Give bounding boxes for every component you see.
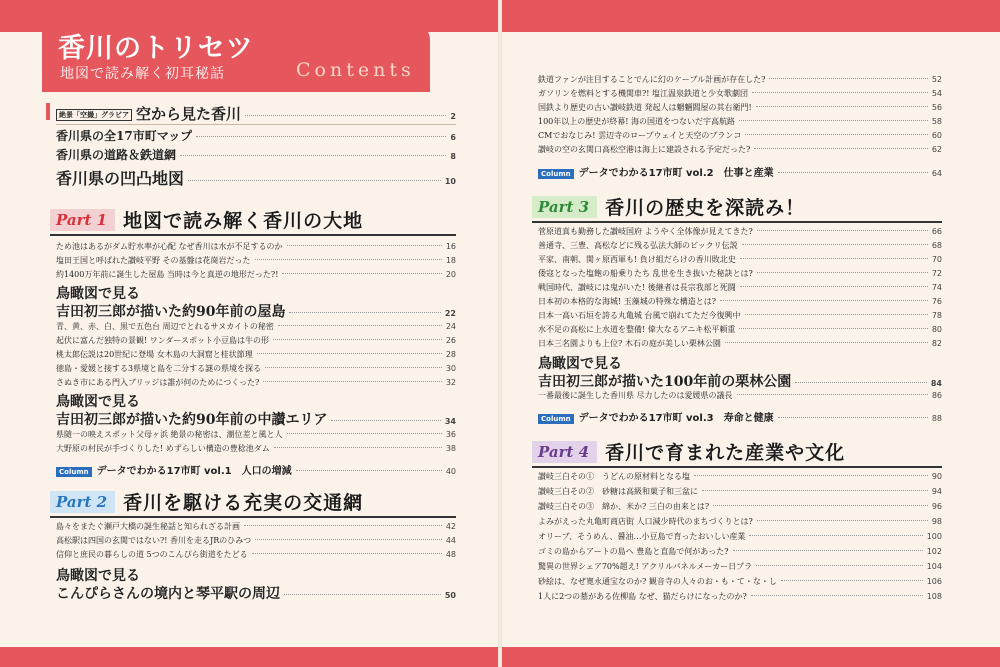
toc-entry[interactable]: 日本初の本格的な海城! 玉藻城の特殊な構造とは? 76 — [538, 297, 942, 306]
column-entry[interactable]: Column データでわかる17市町 vol.1 人口の増減 40 — [56, 459, 456, 478]
toc-entry[interactable]: ため池はあるがダム貯水率が心配 なぜ香川は水が不足するのか 16 — [56, 242, 456, 251]
toc-entry[interactable]: 鳥瞰図で見る — [56, 394, 140, 410]
toc-entry[interactable]: こんぴらさんの境内と琴平駅の周辺 50 — [56, 586, 456, 602]
toc-entry[interactable]: 戦国時代、讃岐には鬼がいた! 後継者は長宗我部と死闘 74 — [538, 283, 942, 292]
toc-entry[interactable]: 起伏に富んだ独特の景観! ワンダースポット小豆島は牛の形 26 — [56, 336, 456, 345]
book-gutter — [498, 0, 502, 667]
toc-entry[interactable]: 香川県の凹凸地図 10 — [56, 169, 456, 188]
toc-entry[interactable]: ガソリンを燃料とする機関車?! 塩江温泉鉄道と少女歌劇団 54 — [538, 89, 942, 98]
toc-entry[interactable]: 徳島・愛媛と接する3県境と島を二分する謎の県境を探る 30 — [56, 364, 456, 373]
toc-entry[interactable]: 島々をまたぐ瀬戸大橋の誕生秘話と知られざる計画 42 — [56, 522, 456, 531]
toc-entry[interactable]: CMでおなじみ! 雲辺寺のロープウェイと天空のブランコ 60 — [538, 131, 942, 140]
toc-entry[interactable]: 香川県の全17市町マップ 6 — [56, 129, 456, 143]
toc-entry[interactable]: よみがえった丸亀町商店街 人口減少時代のまちづくりとは? 98 — [538, 517, 942, 526]
toc-entry[interactable]: 鉄道ファンが注目することでんに幻のケーブル計画が存在した? 52 — [538, 75, 942, 84]
toc-entry[interactable]: 水不足の高松に上水道を整備! 偉大なるアニキ松平頼重 80 — [538, 325, 942, 334]
intro-accent — [46, 103, 50, 120]
column-badge: Column — [538, 414, 574, 424]
toc-entry[interactable]: 1人に2つの墓がある佐柳島 なぜ、猫だらけになったのか? 108 — [538, 592, 942, 601]
part-4-heading — [532, 438, 845, 465]
book-subtitle: 地図で読み解く初耳秘話 — [60, 66, 225, 82]
toc-entry[interactable]: 一番最後に誕生した香川県 尽力したのは愛媛県の議長 86 — [538, 391, 942, 400]
toc-entry[interactable]: 塩田王国と呼ばれた讃岐平野 その基盤は花崗岩だった 18 — [56, 256, 456, 265]
toc-entry[interactable]: 高松駅は四国の玄関ではない?! 香川を走るJRのひみつ 44 — [56, 536, 456, 545]
part-1-tag: Part 1 — [50, 209, 115, 231]
toc-entry[interactable]: 県随一の映えスポット父母ヶ浜 絶景の秘密は、潮位差と風と人 36 — [56, 430, 456, 439]
toc-entry[interactable]: 日本三名園よりも上位? 木石の庭が美しい栗林公園 82 — [538, 339, 942, 348]
toc-entry[interactable]: 信仰と庶民の暮らしの道 5つのこんぴら街道をたどる 48 — [56, 550, 456, 559]
toc-entry[interactable]: 鳥瞰図で見る — [538, 356, 622, 372]
part-4-title: 香川で育まれた産業や文化 — [605, 442, 846, 464]
toc-entry[interactable]: 国鉄より歴史の古い讃岐鉄道 発起人は魍魎閻屋の其右衛門! 56 — [538, 103, 942, 112]
part-2-heading — [50, 488, 363, 515]
part-3-title: 香川の歴史を深読み！ — [605, 197, 806, 219]
toc-entry[interactable]: 桃太郎伝説は20世紀に登場 女木島の大洞窟と桂状節理 28 — [56, 350, 456, 359]
toc-entry[interactable]: オリーブ、そうめん、醤油…小豆島で育ったおいしい産業 100 — [538, 532, 942, 541]
column-badge: Column — [538, 169, 574, 179]
toc-entry[interactable]: 青、黄、赤、白、黒で五色台 周辺でとれるサヌカイトの秘密 24 — [56, 322, 456, 331]
toc-entry[interactable]: 吉田初三郎が描いた約90年前の中讃エリア 34 — [56, 412, 456, 428]
toc-entry[interactable]: 平家、南朝、関ヶ原西軍も! 負け組だらけの香川敗北史 70 — [538, 255, 942, 264]
toc-entry[interactable]: 100年以上の歴史が終幕! 海の国道をつないだ宇高航路 58 — [538, 117, 942, 126]
toc-entry[interactable]: 鳥瞰図で見る — [56, 568, 140, 584]
toc-entry[interactable]: 鳥瞰図で見る — [56, 286, 140, 302]
toc-entry[interactable]: 讃岐三白その② 砂糖は高級和菓子和三盆に 94 — [538, 487, 942, 496]
toc-entry[interactable]: さぬき市にある門入ブリッジは誰が何のためにつくった? 32 — [56, 378, 456, 387]
gravure-badge: 絶景「空撮」グラビア — [56, 109, 132, 121]
toc-entry[interactable]: 菅原道真も勤務した讃岐国府 ようやく全体像が見えてきた? 66 — [538, 227, 942, 236]
toc-entry[interactable]: 約1400万年前に誕生した屋島 当時は今と真逆の地形だった?! 20 — [56, 270, 456, 279]
toc-entry[interactable]: ゴミの島からアートの島へ 豊島と直島で何があった? 102 — [538, 547, 942, 556]
part-1-heading — [50, 206, 363, 233]
toc-entry[interactable]: 日本一高い石垣を誇る丸亀城 台風で崩れてただ今復興中 78 — [538, 311, 942, 320]
toc-entry[interactable]: 吉田初三郎が描いた100年前の栗林公園 84 — [538, 374, 942, 390]
toc-entry[interactable]: 讃岐三白その① うどんの原材料となる塩 90 — [538, 472, 942, 481]
book-title: 香川のトリセツ — [58, 33, 254, 64]
contents-label: Contents — [296, 59, 415, 81]
toc-entry[interactable]: 讃岐の空の玄関口高松空港は海上に建設される予定だった? 62 — [538, 145, 942, 154]
part-3-tag: Part 3 — [532, 196, 597, 218]
part-4-tag: Part 4 — [532, 441, 597, 463]
column-badge: Column — [56, 467, 92, 477]
column-entry[interactable]: Column データでわかる17市町 vol.2 仕事と産業 64 — [538, 161, 942, 180]
toc-entry[interactable]: 讃岐三白その③ 綿か、米か? 三白の由来とは? 96 — [538, 502, 942, 511]
part-3-heading — [532, 193, 805, 220]
toc-entry[interactable]: 吉田初三郎が描いた約90年前の屋島 22 — [56, 304, 456, 320]
toc-entry[interactable]: 倭寇となった塩飽の船乗りたち 乱世を生き抜いた秘訣とは? 72 — [538, 269, 942, 278]
toc-entry[interactable]: 砂絵は、なぜ寛永通宝なのか? 観音寺の人々のお・も・て・な・し 106 — [538, 577, 942, 586]
toc-entry[interactable]: 香川県の道路＆鉄道網 8 — [56, 148, 456, 162]
part-2-tag: Part 2 — [50, 491, 115, 513]
toc-entry[interactable]: 大野原の村民が手づくりした! めずらしい構造の豊稔池ダム 38 — [56, 444, 456, 453]
column-entry[interactable]: Column データでわかる17市町 vol.3 寿命と健康 88 — [538, 406, 942, 425]
part-1-title: 地図で読み解く香川の大地 — [123, 210, 364, 232]
toc-entry[interactable]: 絶景「空撮」グラビア 空から見た香川 2 — [56, 103, 456, 124]
part-2-title: 香川を駆ける充実の交通網 — [123, 492, 364, 514]
toc-entry[interactable]: 驚異の世界シェア70%超え! アクリルパネルメーカー日プラ 104 — [538, 562, 942, 571]
toc-entry[interactable]: 善通寺、三豊、高松などに残る弘法大師のビックリ伝説 68 — [538, 241, 942, 250]
